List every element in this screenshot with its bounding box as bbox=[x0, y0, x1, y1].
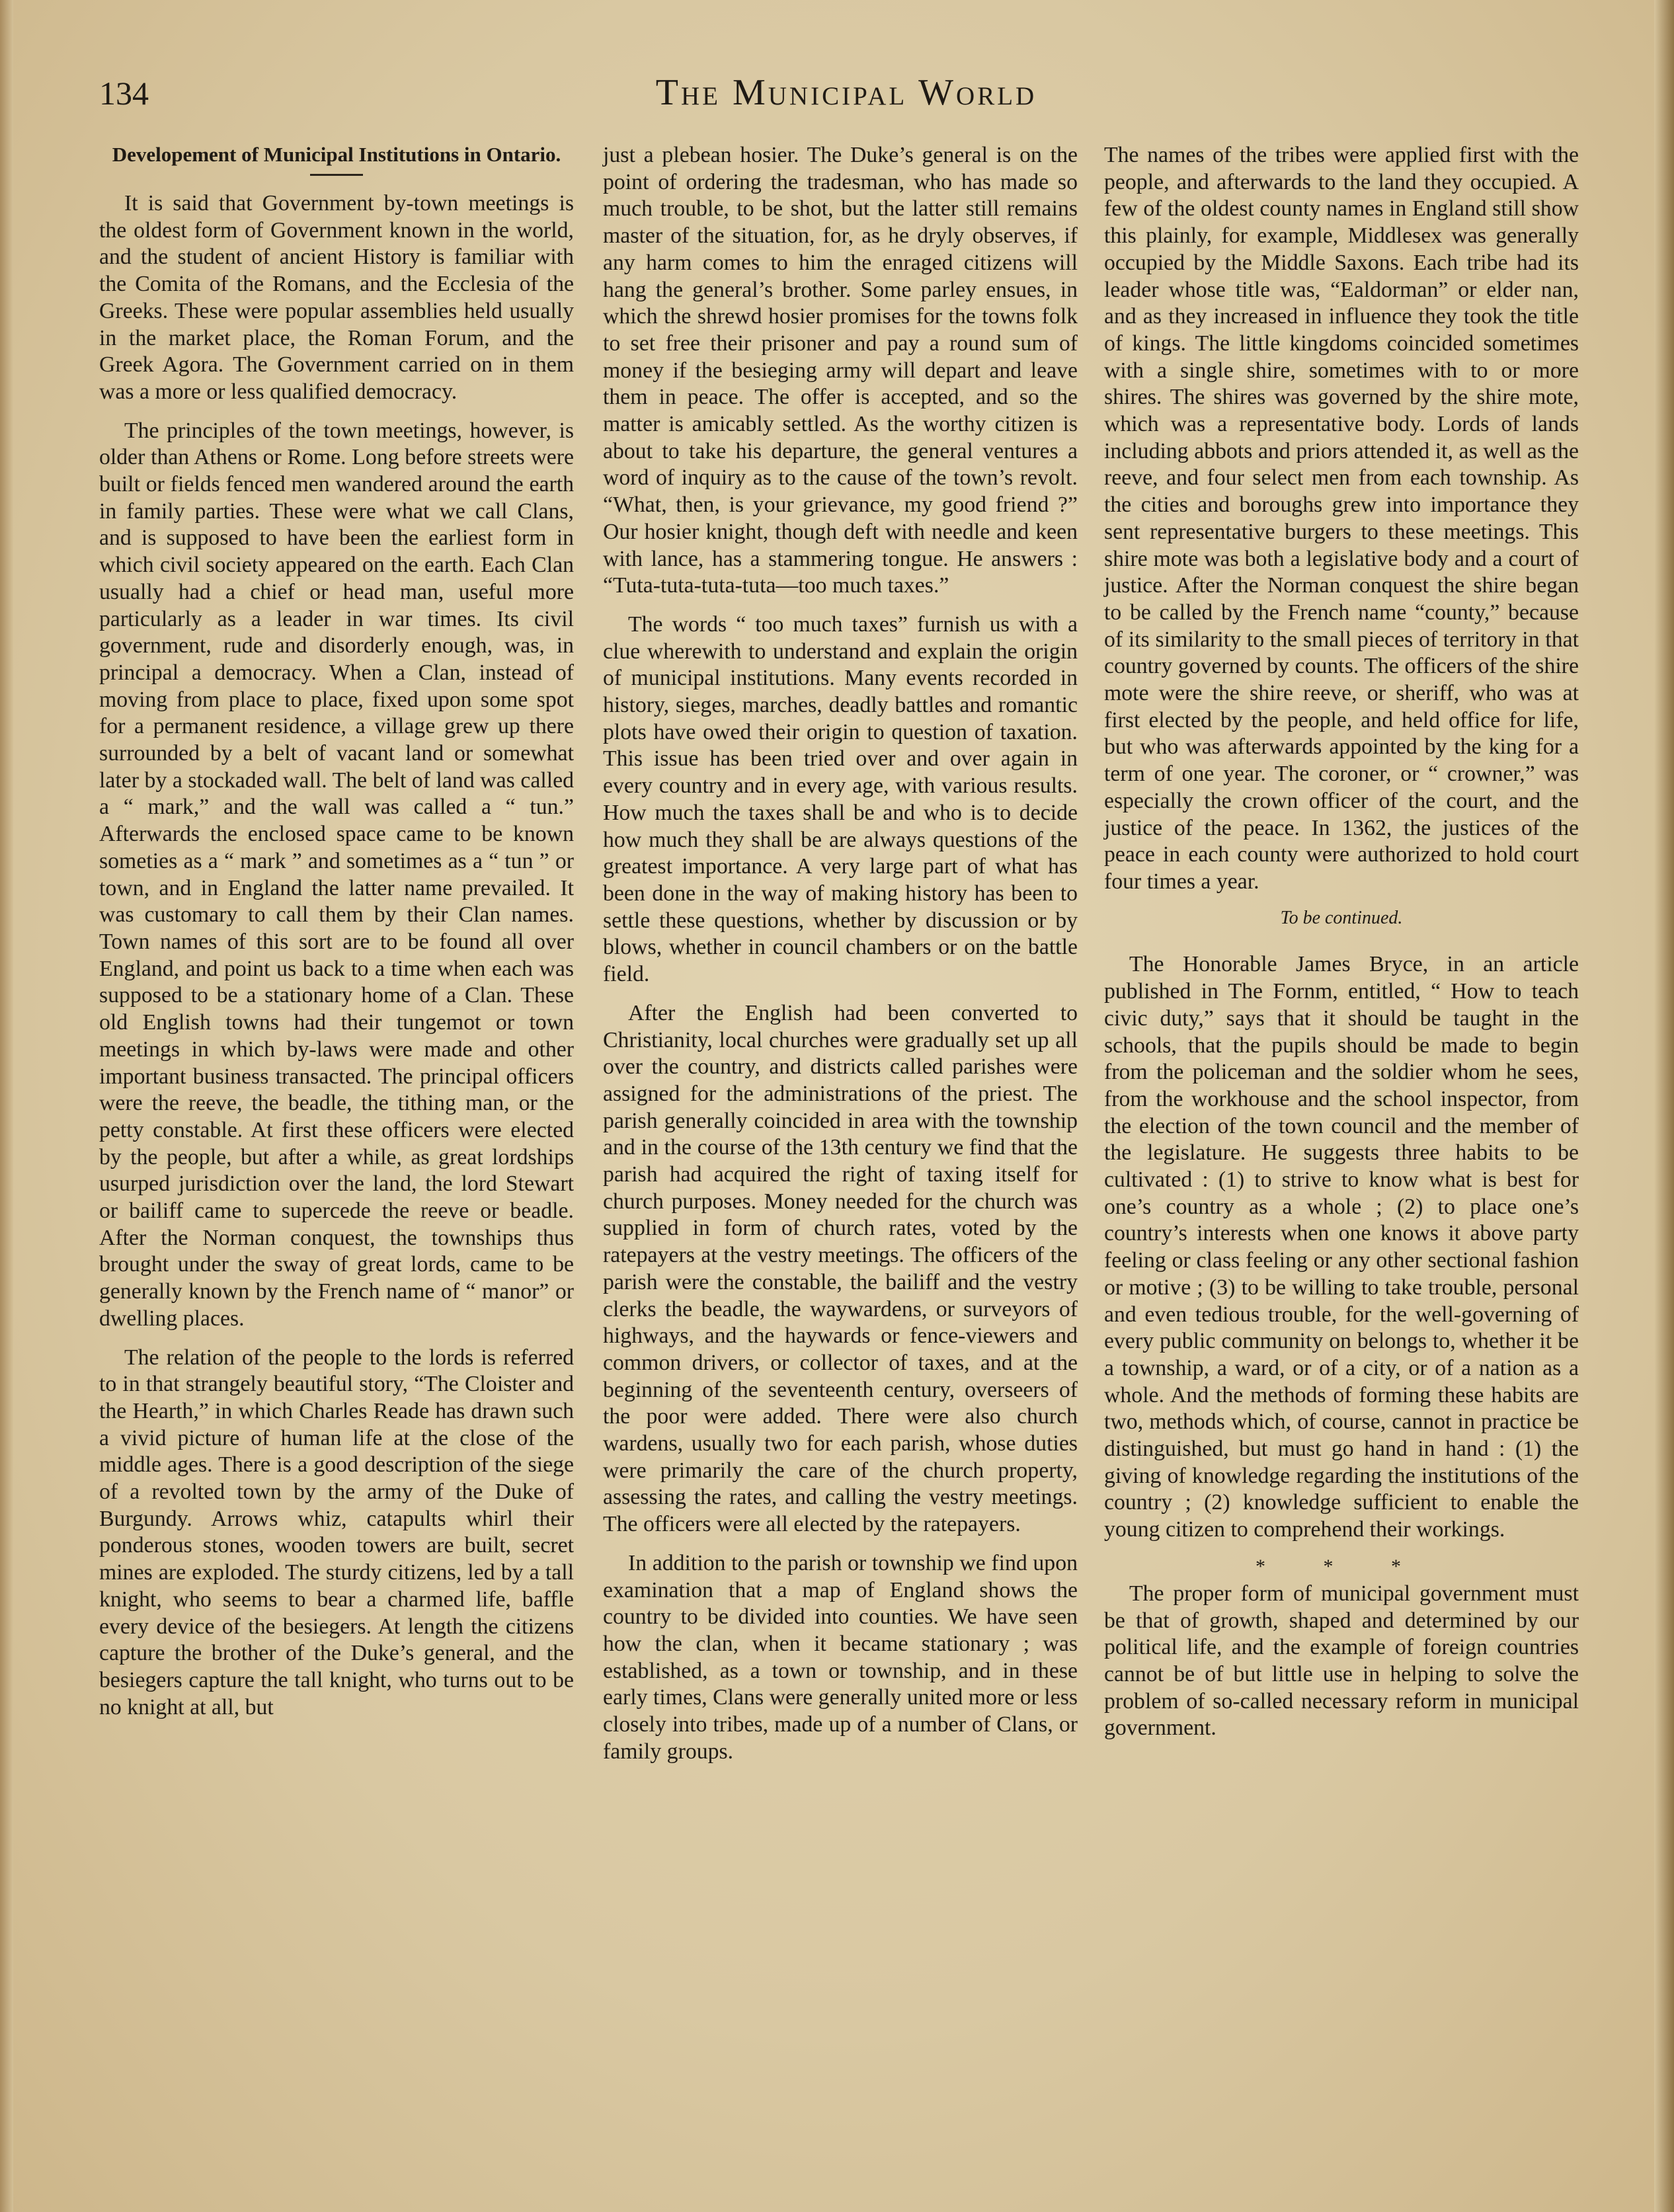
paragraph: The principles of the town meetings, however, is older than Athens or Rome. Long before streets were built or fields fenced men wandered around the earth in family parties. These were what we call Clans, and is supposed to have been the earliest form in which civil society appeared on the earth. Each Clan usually had a chief or head man, useful more particularly as a leader in war times. Its civil government, rude and disorderly enough, was, in principal a democracy. When a Clan, instead of moving from place to place, fixed upon some spot for a permanent residence, a village grew up there surrounded by a belt of vacant land or somewhat later by a stockaded wall. The belt of land was called a “ mark,” and the wall was called a “ tun.” Afterwards the enclosed space came to be known someties as a “ mark ” and sometimes as a “ tun ” or town, and in England the latter name prevailed. It was customary to call them by their Clan names. Town names of this sort are to be found all over England, and point us back to a time when each was supposed to be a stationary home of a Clan. These old English towns had their tungemot or town meetings in which by-laws were made and other important business transacted. The principal officers were the reeve, the beadle, the tithing man, or the petty constable. At first these officers were elected by the people, but after a while, as great lordships usurped jurisdiction over the land, the lord Stewart or bailiff came to supercede the reeve or beadle. After the Norman conquest, the townships thus brought under the sway of great lords, came to be generally known by the French name of “ manor” or dwelling places. bbox=[99, 418, 574, 1331]
column-3 bbox=[1104, 142, 1579, 1742]
paragraph-gap bbox=[99, 406, 574, 418]
paragraph-gap bbox=[603, 600, 1078, 612]
page-edge-left bbox=[0, 0, 13, 2212]
paragraph: The names of the tribes were applied first with the people, and afterwards to the land they occupied. A few of the oldest county names in England still show this plainly, for example, Middlesex was generally occupied by the Middle Saxons. Each tribe had its leader whose title was, “Ealdorman” or elder nan, and as they increased in influence they took the title of kings. The little kingdoms coincided sometimes with a single shire, sometimes with to or more shires. The shires was governed by the shire mote, which was a representative body. Lords of lands including abbots and priors attended it, as well as the reeve, and four select men from each township. As the cities and boroughs grew into importance they sent representative burgers to these meetings. This shire mote was both a legislative body and a court of justice. After the Norman conquest the shire began to be called by the French name “county,” because of its similarity to the small pieces of territory in that country governed by counts. The officers of the shire mote were the shire reeve, or sheriff, who was at first elected by the people, and held office for life, but who was afterwards appointed by the king for a term of one year. The coroner, or “ crowner,” was especially the crown officer of the court, and the justice of the peace. In 1362, the justices of the peace in each county were authorized to hold court four times a year. bbox=[1104, 143, 1579, 894]
title-rule bbox=[310, 174, 363, 176]
bryce-paragraph: The Honorable James Bryce, in an article published in The Fornm, entitled, “ How to teach civic duty,” says that it should be taught in the schools, that the pupils should be made to begin from the policeman and the soldier whom he sees, from the workhouse and the school inspector, from the election of the town council and the member of the legislature. He suggests three habits to be cultivated : (1) to strive to know what is best for one’s country as a whole ; (2) to place one’s country’s interests when one knows it above party feeling or class feeling or any other sectional fashion or motive ; (3) to be willing to take trouble, personal and even tedious trouble, for the well-governing of every public community on belongs to, whether it be a township, a ward, or of a city, or of a nation as a whole. And the methods of forming these habits are two, methods which, of course, cannot in practice be distinguished, but must go hand in hand : (1) the giving of knowledge regarding the institutions of the country ; (2) knowledge sufficient to enable the young citizen to comprehend their workings. bbox=[1104, 952, 1579, 1542]
page-number: 134 bbox=[99, 75, 149, 112]
column-1 bbox=[99, 142, 574, 1721]
paragraph: In addition to the parish or township we find upon examination that a map of England shows the country to be divided into counties. We have seen how the clan, when it became stationary ; was established, as a town or township, and in these early times, Clans were generally united more or less closely into tribes, made up of a number of Clans, or family groups. bbox=[603, 1550, 1078, 1764]
page-header bbox=[99, 71, 1593, 124]
paragraph-gap bbox=[603, 1538, 1078, 1550]
column-2 bbox=[603, 142, 1078, 1765]
paragraph-gap bbox=[603, 988, 1078, 1000]
running-title: The Municipal World bbox=[655, 72, 1037, 113]
separator-asterisks: * * * bbox=[1256, 1555, 1427, 1577]
to-be-continued: To be continued. bbox=[1280, 907, 1403, 928]
paragraph: just a plebean hosier. The Duke’s general is on the point of ordering the tradesman, who has made so much trouble, to be shot, but the latter still remains master of the situation, for, as he dryly observes, if any harm comes to him the enraged citizens will hang the general’s brother. Some parley ensues, in which the shrewd hosier promises for the towns folk to set free their prisoner and pay a round sum of money if the besieging army will depart and leave them in peace. The offer is accepted, and so the matter is amicably settled. As the worthy citizen is about to take his departure, the general ventures a word of inquiry as to the cause of the town’s revolt. “What, then, is your grievance, my good friend ?” Our hosier knight, though deft with needle and keen with lance, has a stammering tongue. He answers : “Tuta-tuta-tuta-tuta—too much taxes.” bbox=[603, 143, 1078, 598]
paragraph: The words “ too much taxes” furnish us with a clue wherewith to understand and explain the origin of municipal institutions. Many events recorded in history, sieges, marches, deadly battles and romantic plots have owed their origin to question of taxation. This issue has been tried over and over again in every country and in every age, with various results. How much the taxes shall be and who is to decide how much they shall be are always questions of the greatest importance. A very large part of what has been done in the way of making history has been to settle these questions, whether by discussion or by blows, whether in council chambers or on the battle field. bbox=[603, 612, 1078, 987]
paragraph-gap bbox=[99, 1333, 574, 1345]
article-title: Developement of Municipal Institutions in Ontario. bbox=[112, 143, 561, 166]
paragraph: It is said that Government by-town meetings is the oldest form of Government known in the world, and the student of ancient History is familiar with the Comita of the Romans, and the Ecclesia of the Greeks. These were popular assemblies held usually in the market place, the Roman Forum, and the Greek Agora. The Government carried on in them was a more or less qualified democracy. bbox=[99, 191, 574, 404]
page-edge-right bbox=[1654, 0, 1674, 2212]
closing-paragraph: The proper form of municipal government must be that of growth, shaped and determined by our political life, and the example of foreign countries cannot be of but little use in helping to solve the problem of so-called necessary reform in municipal government. bbox=[1104, 1581, 1579, 1741]
paragraph: After the English had been converted to Christianity, local churches were gradually set up all over the country, and districts called parishes were assigned for the administrations of the priest. The parish generally coincided in area with the township and in the course of the 13th century we find that the parish had acquired the right of taxing itself for church purposes. Money needed for the church was supplied in form of church rates, voted by the ratepayers at the vestry meetings. The officers of the parish were the constable, the bailiff and the vestry clerks the beadle, the waywardens, or surveyors of highways, and the haywards or fence-viewers and common drivers, or collector of taxes, and at the beginning of the seventeenth century, overseers of the poor were added. There were also church wardens, usually two for each parish, whose duties were primarily the care of the church property, assessing the rates, and calling the vestry meetings. The officers were all elected by the ratepayers. bbox=[603, 1000, 1078, 1537]
paragraph: The relation of the people to the lords is referred to in that strangely beautiful story, “The Cloister and the Hearth,” in which Charles Reade has drawn such a vivid picture of human life at the close of the middle ages. There is a good description of the siege of a revolted town by the army of the Duke of Burgundy. Arrows whiz, catapults whirl their ponderous stones, wooden towers are built, secret mines are exploded. The sturdy citizens, led by a tall knight, who seems to bear a charmed life, baffle every device of the besiegers. At length the citizens capture the brother of the Duke’s general, and the besiegers capture the tall knight, who turns out to be no knight at all, but bbox=[99, 1345, 574, 1719]
